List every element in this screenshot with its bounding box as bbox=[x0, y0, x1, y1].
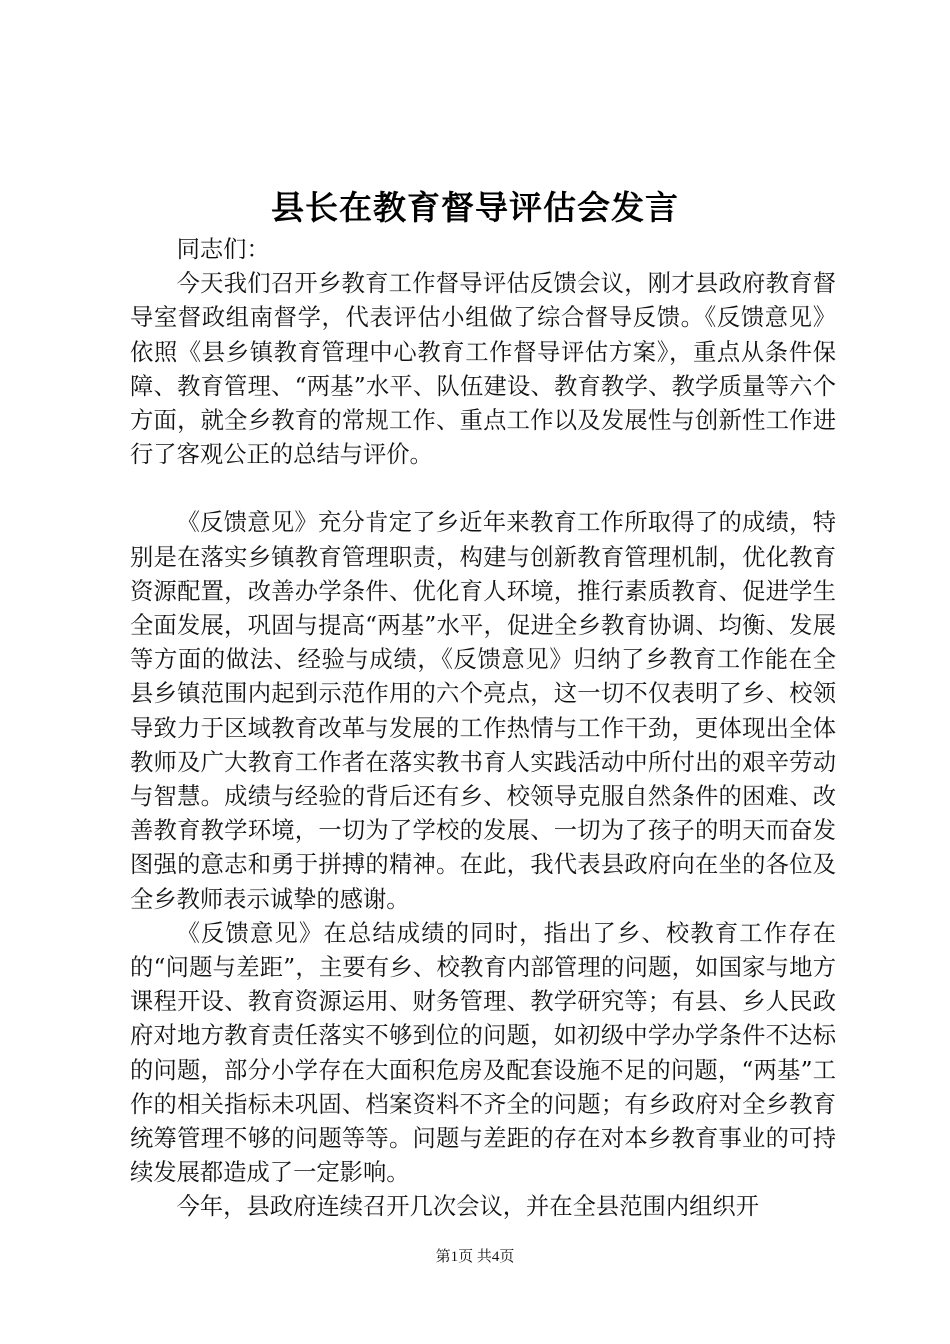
document-body bbox=[130, 233, 836, 1225]
document-title: 县长在教育督导评估会发言 bbox=[271, 188, 679, 227]
salutation: 同志们： bbox=[176, 236, 270, 263]
paragraph-2: 《反馈意见》充分肯定了乡近年来教育工作所取得了的成绩，特别是在落实乡镇教育管理职责，构建与创新教育管理机制，优化教育资源配置，改善办学条件、优化育人环境，推行素质教育、促进学生全面发展，巩固与提高“两基”水平，促进全乡教育协调、均衡、发展等方面的做法、经验与成绩，《反馈意见》归纳了乡教育工作能在全县乡镇范围内起到示范作用的六个亮点，这一切不仅表明了乡、校领导致力于区域教育改革与发展的工作热情与工作干劲，更体现出全体教师及广大教育工作者在落实教书育人实践活动中所付出的艰辛劳动与智慧。成绩与经验的背后还有乡、校领导克服自然条件的困难、改善教育教学环境，一切为了学校的发展、一切为了孩子的明天而奋发图强的意志和勇于拼搏的精神。在此，我代表县政府向在坐的各位及全乡教师表示诚挚的感谢。 bbox=[130, 509, 836, 913]
page-footer: 第1页 共4页 bbox=[435, 1249, 515, 1265]
paragraph-1: 今天我们召开乡教育工作督导评估反馈会议，刚才县政府教育督导室督政组南督学，代表评估小组做了综合督导反馈。《反馈意见》依照《县乡镇教育管理中心教育工作督导评估方案》，重点从条件保障、教育管理、“两基”水平、队伍建设、教育教学、教学质量等六个方面，就全乡教育的常规工作、重点工作以及发展性与创新性工作进行了客观公正的总结与评价。 bbox=[130, 270, 836, 469]
paragraph-3: 《反馈意见》在总结成绩的同时，指出了乡、校教育工作存在的“问题与差距”，主要有乡、校教育内部管理的问题，如国家与地方课程开设、教育资源运用、财务管理、教学研究等；有县、乡人民政府对地方教育责任落实不够到位的问题，如初级中学办学条件不达标的问题，部分小学存在大面积危房及配套设施不足的问题，“两基”工作的相关指标未巩固、档案资料不齐全的问题；有乡政府对全乡教育统筹管理不够的问题等等。问题与差距的存在对本乡教育事业的可持续发展都造成了一定影响。 bbox=[130, 919, 836, 1187]
paragraph-4: 今年，县政府连续召开几次会议，并在全县范围内组织开 bbox=[176, 1193, 760, 1221]
